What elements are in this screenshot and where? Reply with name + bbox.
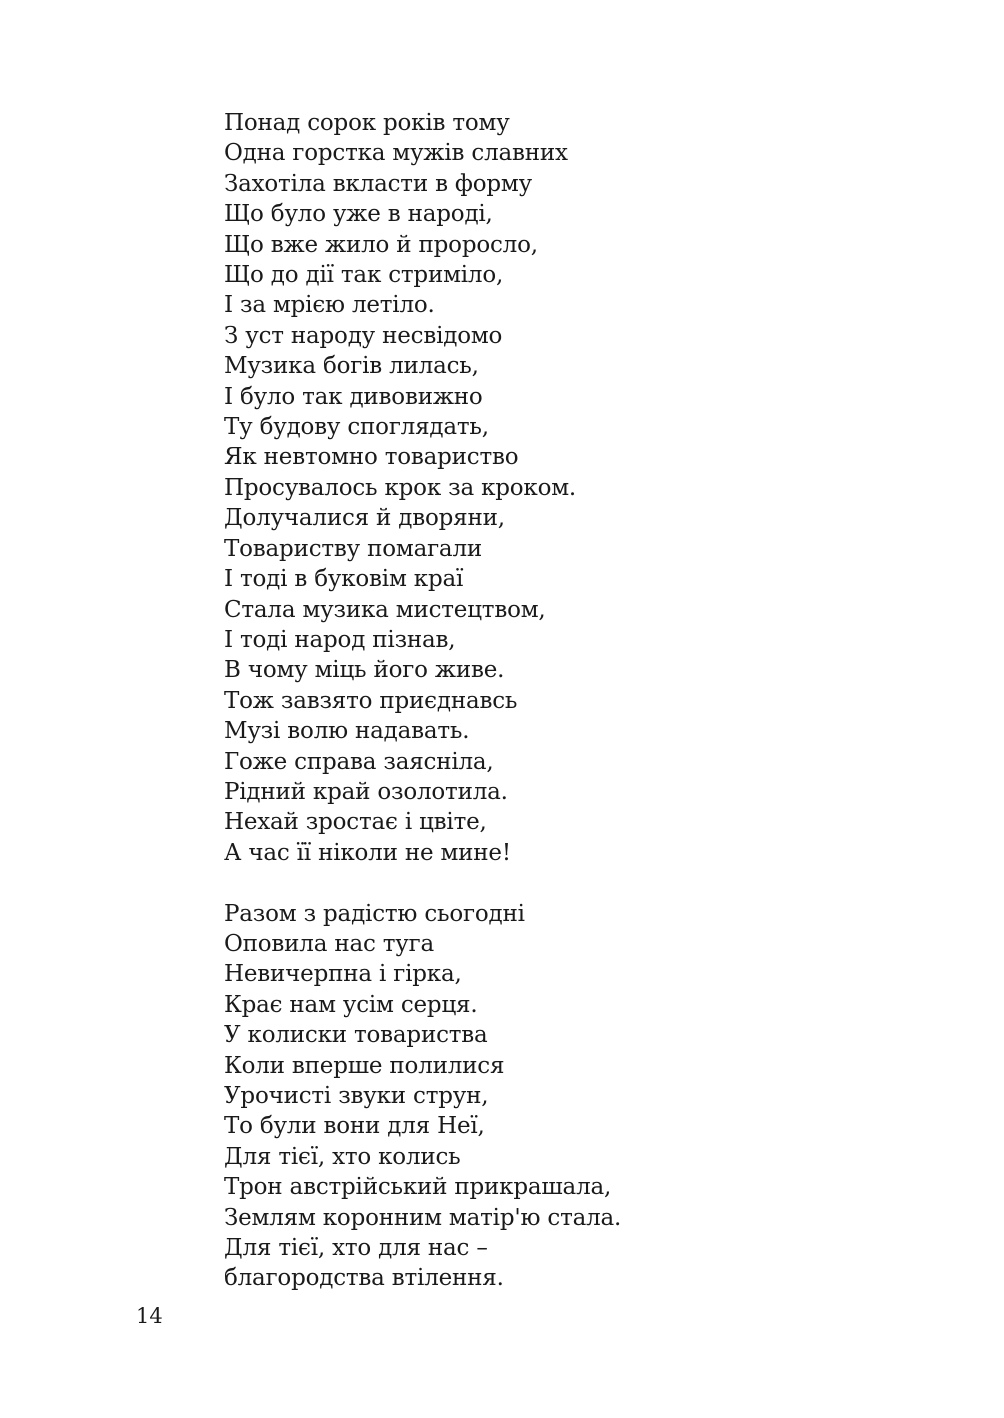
- poem-line: Ту будову споглядать,: [224, 414, 489, 441]
- poem-line: Музі волю надавать.: [224, 718, 470, 745]
- poem-line: Трон австрійський прикрашала,: [224, 1174, 612, 1201]
- poem-line: Долучалися й дворяни,: [224, 505, 505, 532]
- poem-line: З уст народу несвідомо: [224, 322, 503, 349]
- poem-line: Як невтомно товариство: [224, 444, 519, 471]
- poem-line: Що вже жило й проросло,: [224, 231, 538, 258]
- poem-line: благородства втілення.: [224, 1265, 504, 1292]
- stanza-1: [224, 108, 924, 868]
- poem-line: Землям коронним матір'ю стала.: [224, 1204, 622, 1231]
- poem-line: У колиски товариства: [224, 1022, 488, 1049]
- poem-line: Просувалось крок за кроком.: [224, 474, 577, 501]
- poem-line: Крає нам усім серця.: [224, 991, 478, 1018]
- page-number: 14: [136, 1304, 163, 1328]
- poem-line: І тоді в буковім краї: [224, 566, 464, 593]
- poem-line: Стала музика мистецтвом,: [224, 596, 546, 623]
- poem-line: Разом з радістю сьогодні: [224, 900, 525, 927]
- poem-line: І було так дивовижно: [224, 383, 483, 410]
- poem-line: Рідний край озолотила.: [224, 778, 508, 805]
- poem-line: Урочисті звуки струн,: [224, 1082, 489, 1109]
- poem-line: Музика богів лилась,: [224, 353, 479, 380]
- poem: [224, 108, 924, 1294]
- poem-line: Тож завзято приєднавсь: [224, 687, 518, 714]
- poem-line: Захотіла вкласти в форму: [224, 170, 532, 197]
- poem-line: Для тієї, хто колись: [224, 1143, 461, 1170]
- poem-line: То були вони для Неї,: [224, 1113, 485, 1140]
- poem-line: Одна горстка мужів славних: [224, 140, 568, 167]
- poem-line: В чому міць його живе.: [224, 657, 505, 684]
- stanza-2: [224, 899, 924, 1294]
- poem-line: І за мрією летіло.: [224, 292, 435, 319]
- poem-line: Оповила нас туга: [224, 930, 434, 957]
- poem-line: І тоді народ пізнав,: [224, 626, 456, 653]
- poem-line: Невичерпна і гірка,: [224, 961, 462, 988]
- poem-line: Що до дії так стриміло,: [224, 262, 504, 289]
- poem-line: Понад сорок років тому: [224, 110, 510, 136]
- poem-line: Для тієї, хто для нас –: [224, 1235, 488, 1262]
- poem-line: Коли вперше полилися: [224, 1052, 505, 1079]
- poem-line: Що було уже в народі,: [224, 201, 493, 228]
- poem-line: А час її ніколи не мине!: [224, 839, 511, 866]
- poem-line: Нехай зростає і цвіте,: [224, 809, 487, 836]
- poem-line: Гоже справа заясніла,: [224, 748, 494, 775]
- poem-line: Товариству помагали: [224, 535, 482, 562]
